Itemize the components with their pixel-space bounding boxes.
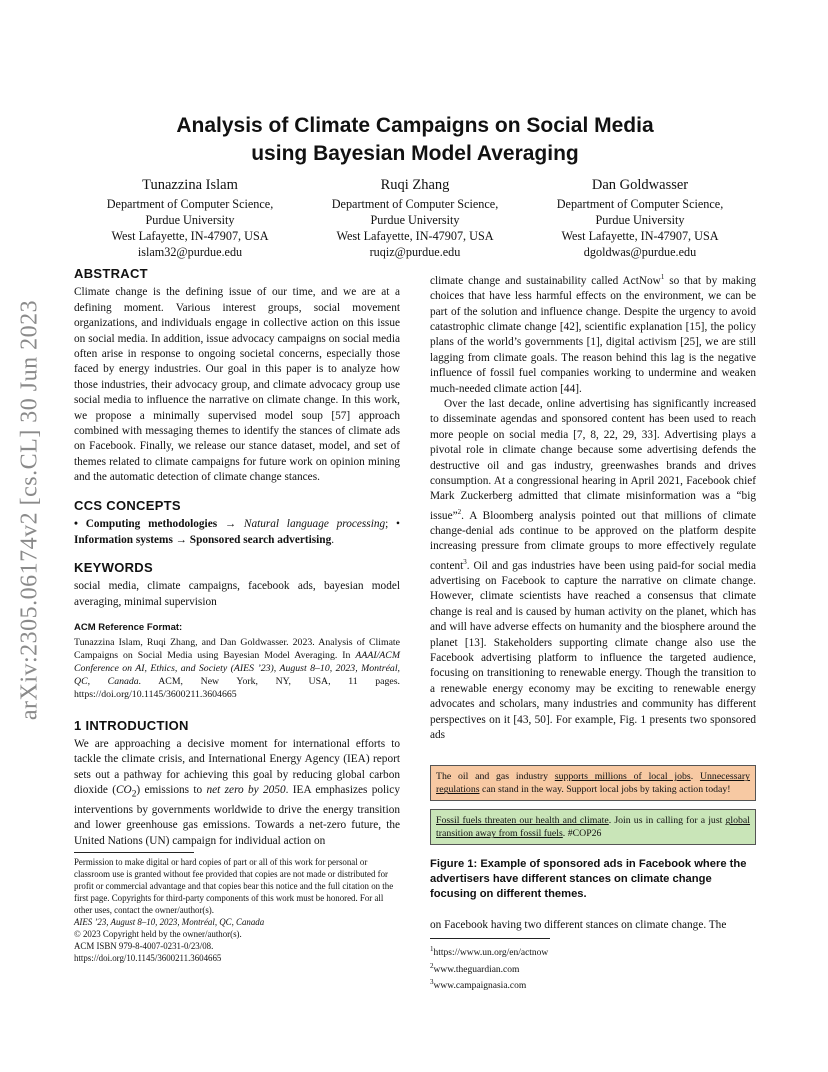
permission-venue: AIES ’23, August 8–10, 2023, Montréal, QC, Canada xyxy=(74,917,265,927)
ccs-item-1: • Computing methodologies → xyxy=(74,518,244,531)
right-p1-a: climate change and sustainability called ActNow xyxy=(430,274,661,287)
keywords-heading: KEYWORDS xyxy=(74,559,153,575)
intro-paragraph xyxy=(74,737,400,849)
right-p2-a: Over the last decade, online advertising has significantly increased to disseminate agendas and sponsored content has been used to reach more people on social media [7, 8, 22, 29, 33]. Advertising plays a pivotal role in climate change because some advertising defends the destructive oil and gas industry, greenwashes brands and drives consumption. At a congressional hearing in April 2021, Facebook chief Mark Zuckerberg admitted that climate misinformation was a “big issue” xyxy=(430,398,756,522)
author-univ: Purdue University xyxy=(595,213,685,227)
footnote-number: 3 xyxy=(430,978,434,987)
acm-ref-part-2: ACM, New York, NY, USA, 11 pages. https://doi.org/10.1145/3600211.3604665 xyxy=(74,676,401,701)
right-p1-b: so that by making choices that have less harmful effects on the environment, we can be part of the solution and influence change. Despite the urgency to avoid catastrophic climate change [42], scientific explanation [15], the policy plans of the world’s governments [1], digital activism [25], we are still lagging from climate goals. The reason behind this lag is the negative influence of fossil fuel companies working to undermine and weaken much-needed climate action [44]. xyxy=(430,274,756,395)
left-column xyxy=(74,266,400,849)
paper-title xyxy=(74,112,756,168)
footnote-marker-2: 2 xyxy=(457,507,462,516)
author-email: dgoldwas@purdue.edu xyxy=(583,245,697,259)
author-name: Ruqi Zhang xyxy=(380,177,450,193)
ad1-theme-jobs: supports millions of local jobs xyxy=(554,771,691,783)
intro-text-b: ) emissions to xyxy=(136,784,207,797)
right-paragraph-3: on Facebook having two different stances on climate change. The xyxy=(430,919,727,932)
footnote-3 xyxy=(430,976,756,993)
footnote-marker-3: 3 xyxy=(463,557,467,566)
title-line-2: using Bayesian Model Averaging xyxy=(251,142,579,165)
footnote-2 xyxy=(430,960,756,977)
ccs-separator: ; • xyxy=(385,518,400,531)
footnote-rule xyxy=(430,938,550,939)
ad1-theme-regulations: Unnecessary regulations xyxy=(436,771,751,796)
footnote-marker-1: 1 xyxy=(660,273,665,281)
right-paragraph-1 xyxy=(430,270,756,397)
author-email: islam32@purdue.edu xyxy=(137,245,243,259)
right-column xyxy=(430,270,756,993)
figure-1 xyxy=(430,765,756,902)
author-location: West Lafayette, IN-47907, USA xyxy=(111,229,269,243)
author-block xyxy=(80,176,750,260)
author-2 xyxy=(305,176,525,260)
intro-text-c: . IEA emphasizes policy interventions by governments worldwide to drive the energy transition and lower greenhouse gas emissions. Towards a net-zero future, the United Nations (UN) campaign for individual action on xyxy=(74,784,400,847)
footnote-url: www.campaignasia.com xyxy=(433,981,527,992)
ad2-text-b: . #COP26 xyxy=(562,828,602,840)
ccs-item-2: Information systems → Sponsored search advertising xyxy=(74,533,332,546)
acm-ref-heading: ACM Reference Format: xyxy=(74,622,183,634)
co2-subscript: 2 xyxy=(131,789,137,800)
acm-ref-venue: AAAI/ACM Conference on AI, Ethics, and Society (AIES ’23), August 8–10, 2023, Montréal, QC, Canada. xyxy=(74,649,400,688)
author-3 xyxy=(530,176,750,260)
acm-ref-part-1: Tunazzina Islam, Ruqi Zhang, and Dan Goldwasser. 2023. Analysis of Climate Campaigns on Social Media using Bayesian Model Averaging. In xyxy=(74,636,400,661)
ad1-text-b: . xyxy=(690,771,700,783)
author-1 xyxy=(80,176,300,260)
footnote-rule xyxy=(74,852,194,853)
ad2-text-a: . Join us in calling for a just xyxy=(608,815,726,827)
permission-notice xyxy=(74,852,400,964)
intro-text-a: We are approaching a decisive moment for international efforts to tackle the climate crisis, and International Energy Agency (IEA) report sets out a pathway for achieving this goal by reducing global carbon dioxide ( xyxy=(74,737,400,797)
author-name: Tunazzina Islam xyxy=(142,177,238,193)
ad1-text-a: The oil and gas industry xyxy=(436,771,555,783)
abstract-heading: ABSTRACT xyxy=(74,266,148,281)
ccs-heading: CCS CONCEPTS xyxy=(74,497,181,513)
permission-text: Permission to make digital or hard copies of part or all of this work for personal or classroom use is granted without fee provided that copies are not made or distributed for profit or commercial advantage and that copies bear this notice and the full citation on the first page. Copyrights for third-party components of this work must be honored. For all other uses, contact the owner/author(s). xyxy=(74,857,394,915)
author-name: Dan Goldwasser xyxy=(591,177,689,193)
author-dept: Department of Computer Science, xyxy=(556,197,724,211)
intro-heading: 1 INTRODUCTION xyxy=(74,717,189,733)
author-dept: Department of Computer Science, xyxy=(331,197,499,211)
ccs-item-1-leaf: Natural language processing xyxy=(243,518,386,531)
footnote-1 xyxy=(430,943,756,960)
arxiv-sidebar-stamp xyxy=(10,290,50,730)
author-univ: Purdue University xyxy=(370,213,460,227)
co2-symbol: CO xyxy=(115,784,132,797)
title-line-1: Analysis of Climate Campaigns on Social Media xyxy=(176,114,654,137)
figure-caption: Figure 1: Example of sponsored ads in Facebook where the advertisers have different stances on climate change focusing on different themes. xyxy=(430,858,747,901)
abstract-text: Climate change is the defining issue of our time, and we are at a defining moment. Various interest groups, social movement organizations, and individuals engage in collective action on this issue on social media. In addition, issue advocacy campaigns on social media often arise in response to ongoing societal concerns, especially those faced by energy industries. Our goal in this paper is to analyze how those industries, their advocacy group, and climate advocacy group use social media to influence the narrative on climate change. In this work, we propose a minimally supervised model soup [57] approach combined with messaging themes to identify the stances of climate ads on Facebook. Finally, we release our stance dataset, model, and set of themes related to climate campaigns for future work on opinion mining and the automatic detection of climate change stances. xyxy=(74,286,400,484)
acm-ref-text xyxy=(74,636,400,702)
footnote-number: 1 xyxy=(430,944,434,953)
right-p2-c: . Oil and gas industries have been using paid-for social media advertising on Facebook to capture the narrative on climate change. However, climate scientists have reached a consensus that climate change is real and is caused by human activity on the planet, which has and will have adverse effects on humanity and the biosphere around the planet [13]. Stakeholders supporting climate change also use the Facebook advertising platform to influence the targeted audience, focusing on transitioning to renewable energy. Though the transition to a renewable energy economy may be exciting to renewable energy advocates and scholars, many industries and community has different perspectives on it [43, 50]. For example, Fig. 1 presents two sponsored ads xyxy=(430,559,756,742)
author-dept: Department of Computer Science, xyxy=(106,197,274,211)
ad2-theme-transition: global transition away from fossil fuels xyxy=(436,815,750,840)
ccs-end: . xyxy=(331,533,335,546)
keywords-text: social media, climate campaigns, facebook ads, bayesian model averaging, minimal supervision xyxy=(74,580,400,608)
author-location: West Lafayette, IN-47907, USA xyxy=(561,229,719,243)
ad-support-box xyxy=(430,809,756,845)
ad1-text-c: can stand in the way. Support local jobs by taking action today! xyxy=(479,784,731,796)
ccs-concepts xyxy=(74,517,400,548)
footnote-number: 2 xyxy=(430,961,434,970)
author-univ: Purdue University xyxy=(145,213,235,227)
permission-copyright: © 2023 Copyright held by the owner/author(s). xyxy=(74,929,242,939)
right-p2-b: . A Bloomberg analysis pointed out that millions of climate change-denial ads continue to be approved on the platform despite increasing pressure from climate groups to more effectively regulate content xyxy=(430,509,756,572)
author-email: ruqiz@purdue.edu xyxy=(369,245,461,259)
footnote-url: www.theguardian.com xyxy=(433,964,520,975)
arxiv-identifier: arXiv:2305.06174v2 [cs.CL] 30 Jun 2023 xyxy=(16,299,43,721)
footnote-url: https://www.un.org/en/actnow xyxy=(433,948,549,959)
permission-doi: https://doi.org/10.1145/3600211.3604665 xyxy=(74,953,222,963)
intro-net-zero: net zero by 2050 xyxy=(206,784,286,797)
ad2-theme-health: Fossil fuels threaten our health and climate xyxy=(436,815,609,827)
permission-isbn: ACM ISBN 979-8-4007-0231-0/23/08. xyxy=(74,941,214,951)
ad-oppose-box xyxy=(430,765,756,801)
author-location: West Lafayette, IN-47907, USA xyxy=(336,229,494,243)
right-paragraph-2 xyxy=(430,397,756,743)
